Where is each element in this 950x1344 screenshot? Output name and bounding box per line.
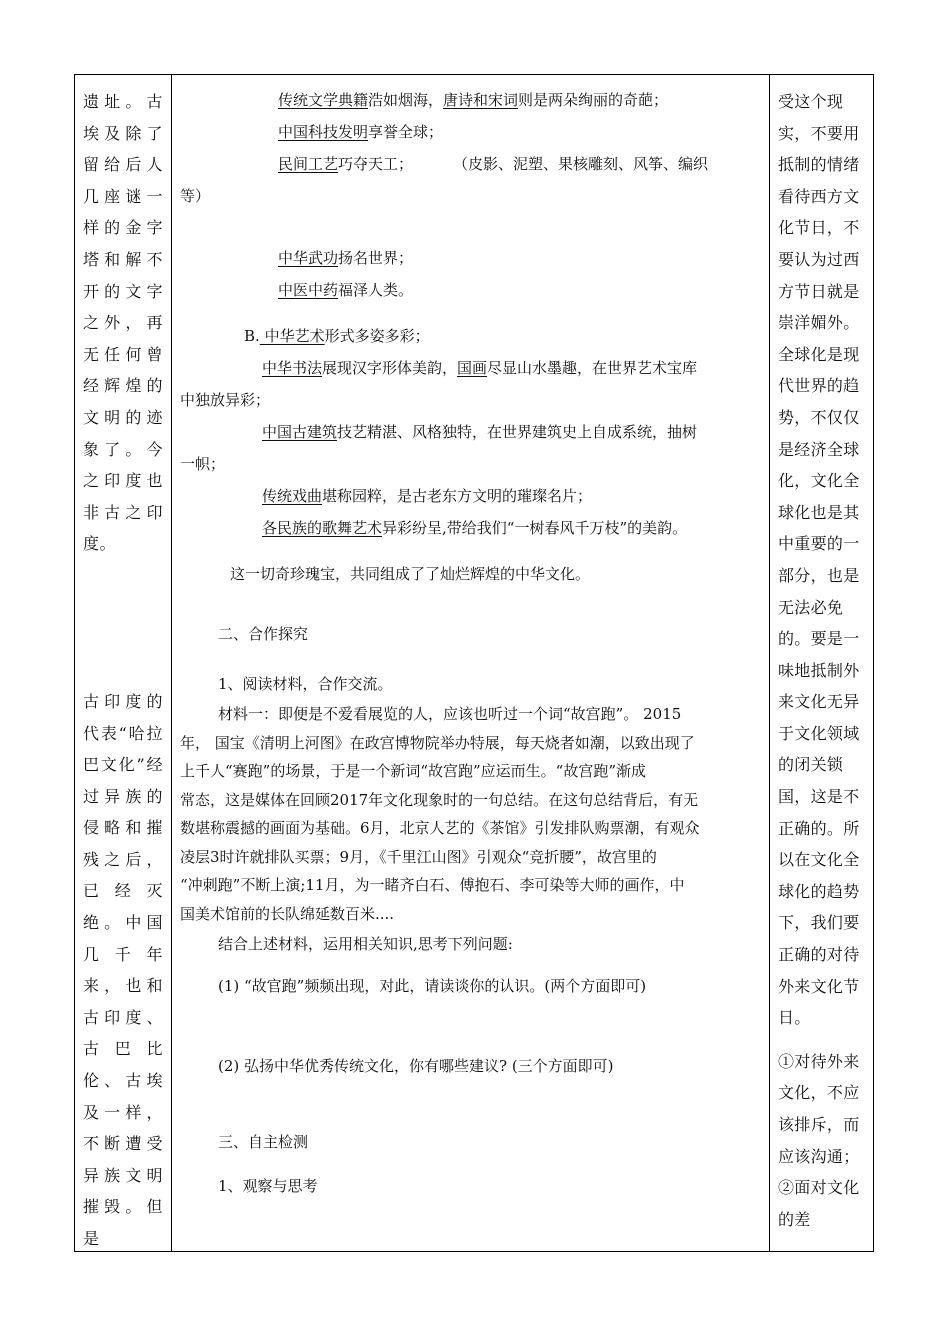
line-folk-crafts-cont: 等） xyxy=(180,187,211,205)
left-notes-column xyxy=(75,74,171,1252)
line-calligraphy: 中华书法展现汉字形体美韵，国画尽显山水墨趣，在世界艺术宝库 xyxy=(262,359,698,377)
question-1: (1) “故官跑”频频出现，对此，请读谈你的认识。(两个方面即可) xyxy=(218,977,647,995)
material-line-8: 国美术馆前的长队绵延数百米.... xyxy=(180,904,395,923)
left-note-harappa: 古印度的代表“哈拉巴文化”经过异族的侵略和摧残之后，已经灭绝。中国几千年来，也和古印度、古巴比伦、古埃及一样，不断遭受异族文明摧毁。但是 xyxy=(83,691,163,1248)
line-literature: 传统文学典籍浩如烟海，唐诗和宋词则是两朵绚丽的奇葩； xyxy=(278,91,669,109)
left-note-egypt-india: 遗址。古埃及除了留给后人几座谜一样的金字塔和解不开的文字之外，再无任何曾经辉煌的文明的迹象了。今之印度也非古之印度。 xyxy=(83,92,163,554)
item-read-material: 1、阅读材料，合作交流。 xyxy=(218,675,393,693)
line-martial-arts: 中华武功扬名世界； xyxy=(278,249,414,267)
main-content-column xyxy=(172,74,769,1252)
material-line-3: 上千人“赛跑”的场景，于是一个新词“故宫跑”应运而生。“故宫跑”渐成 xyxy=(180,762,647,780)
question-2: (2) 弘扬中华优秀传统文化，你有哪些建议? (三个方面即可) xyxy=(218,1057,614,1075)
material-line-6: 凌层3时许就排队买票；9月，《千里江山图》引观众“竞折腰”，故宫里的 xyxy=(180,847,657,866)
material-line-5: 数堪称震撼的画面为基础。6月，北京人艺的《茶馆》引发排队购票潮，有观众 xyxy=(180,819,700,837)
line-calligraphy-cont: 中独放异彩； xyxy=(180,391,271,409)
summary-text: 这一切奇珍瑰宝，共同组成了了灿烂辉煌的中华文化。 xyxy=(230,565,591,583)
material-line-4: 常态，这是媒体在回顾2017年文化现象时的一句总结。在这句总结背后，有无 xyxy=(180,790,699,809)
item-observe-think: 1、观察与思考 xyxy=(218,1177,318,1195)
line-opera: 传统戏曲堪称园粹，是古老东方文明的璀璨名片； xyxy=(262,487,593,505)
line-architecture: 中国古建筑技艺精湛、风格独特，在世界建筑史上自成系统，抽树 xyxy=(262,423,698,441)
line-architecture-cont: 一帜； xyxy=(180,455,226,473)
line-folk-crafts: 民间工艺巧夺天工； （皮影、泥塑、果核雕刻、风筝、编织 xyxy=(278,155,709,173)
right-notes-column xyxy=(770,74,873,1252)
material-line-1: 材料一：即便是不爱看展览的人，应该也听过一个词“故宫跑”。 2015 xyxy=(218,705,682,723)
line-technology: 中国科技发明享誉全球； xyxy=(278,123,444,141)
right-note-approach: ①对待外来文化，不应该排斥，而应该沟通；②面对文化的差 xyxy=(778,1051,860,1229)
right-note-globalization: 受这个现实，不要用抵制的情绪看待西方文化节日，不要认为过西方节日就是崇洋媚外。全球化是现代世界的趋势，不仅仅是经济全球化，文化全球化也是其中重要的一部分，也是无法必免的。要是一味地抵制外来文化无异于文化领域的闭关锁国，这是不正确的。所以在文化全球化的趋势下，我们要正确的对待外来文化节日。 xyxy=(778,92,860,1028)
line-dance: 各民族的歌舞艺术异彩纷呈,带给我们“一树春风千万枝”的美韵。 xyxy=(262,519,688,537)
material-line-2: 年， 国宝《清明上河图》在政宫博物院举办特展，每天烧者如潮，以致出现了 xyxy=(180,733,695,752)
heading-b-arts: B. 中华艺术形式多姿多彩； xyxy=(244,327,430,345)
question-prompt: 结合上述材料，运用相关知识,思考下列问题: xyxy=(218,935,513,953)
material-line-7: “冲刺跑”不断上演;11月，为一睹齐白石、傅抱石、李可染等大师的画作，中 xyxy=(180,876,685,894)
section-heading-self-test: 三、自主检测 xyxy=(218,1133,309,1151)
line-medicine: 中医中药福泽人类。 xyxy=(278,281,414,299)
section-heading-cooperative: 二、合作探究 xyxy=(218,625,309,643)
